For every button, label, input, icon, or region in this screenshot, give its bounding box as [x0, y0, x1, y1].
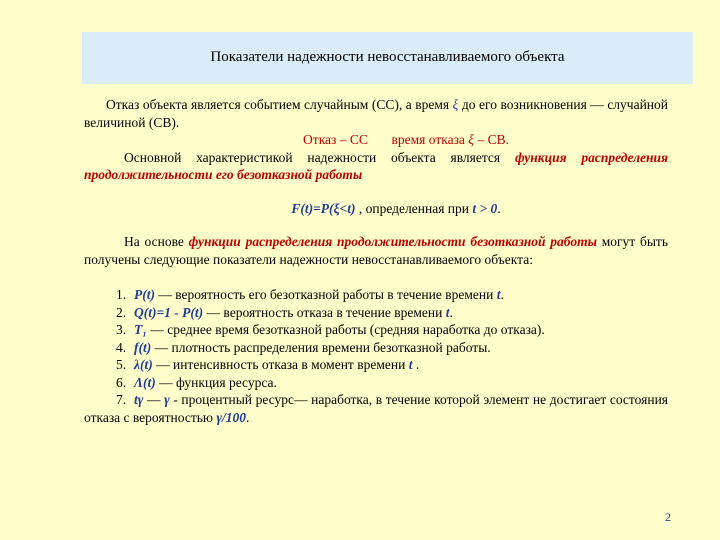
gamma-resource-symbol: tγ [134, 392, 144, 407]
list-number: 2. [116, 304, 127, 320]
list-symbol: λ(t) [134, 357, 153, 372]
list-end: . [412, 357, 420, 372]
list-item-7 [84, 391, 668, 426]
failure-time-label: время отказа [391, 132, 469, 147]
list-end: . [449, 304, 453, 320]
formula-condition: t > 0 [472, 200, 498, 216]
list-text: — вероятность отказа в течение времени [203, 304, 446, 320]
paragraph-cc-cv [144, 131, 668, 149]
list-symbol: T₁ [134, 322, 147, 337]
gamma-symbol: γ [164, 392, 170, 407]
distribution-formula: F(t)=P(ξ<t) [291, 200, 356, 216]
item7-end: . [245, 409, 250, 425]
failure-cc-label: Отказ – СС [303, 132, 368, 147]
title-banner [82, 32, 693, 84]
slide-body [84, 96, 668, 426]
list-item [84, 374, 668, 392]
list-end: . [500, 287, 504, 302]
list-item [84, 304, 668, 322]
p3-text: Основной характеристикой надежности объекта является [124, 149, 515, 165]
cv-label: – СВ. [474, 132, 509, 147]
list-number: 4. [116, 339, 127, 355]
list-number: 5. [116, 357, 127, 372]
item7-text-2: - процентный ресурс— наработка, в течение которой элемент не достигает состояния отказа с вероятностью [84, 392, 668, 425]
indicators-list [84, 286, 668, 426]
slide-title: Показатели надежности невосстанавливаемого объекта [210, 49, 565, 65]
list-symbol: P(t) [134, 287, 155, 302]
distribution-function-highlight-2: функции распределения продолжительности безотказной работы [188, 234, 597, 249]
list-text: — плотность распределения времени безотказной работы. [151, 339, 491, 355]
p4-text-1: На основе [124, 234, 189, 249]
list-symbol: Λ(t) [134, 374, 156, 390]
list-tail: t [496, 287, 501, 302]
list-tail: t [445, 304, 450, 320]
item7-text-1: — [143, 392, 165, 407]
list-item [84, 321, 668, 339]
list-number: 1. [116, 287, 127, 302]
gamma-fraction: γ/100 [216, 409, 246, 425]
list-number: 7. [116, 392, 127, 407]
list-text: — интенсивность отказа в момент времени [152, 357, 409, 372]
list-item [84, 356, 668, 374]
paragraph-main-characteristic [84, 149, 668, 184]
list-item [84, 339, 668, 357]
list-number: 3. [116, 322, 127, 337]
formula-text-2: . [497, 200, 501, 216]
list-symbol: Q(t)=1 - P(t) [134, 304, 204, 320]
formula-line [124, 200, 668, 218]
p4-text-2: могут быть получены следующие показатели надежности невосстанавливаемого объекта: [84, 234, 668, 267]
list-tail: t [408, 357, 413, 372]
formula-text-1: , определенная при [355, 200, 473, 216]
list-text: — вероятность его безотказной работы в течение времени [155, 287, 497, 302]
paragraph-based-on [84, 233, 668, 268]
distribution-function-highlight: функция распределения продолжительности его безотказной работы [84, 149, 669, 182]
xi-symbol-2: ξ [468, 132, 475, 147]
xi-symbol: ξ [452, 97, 459, 112]
list-text: — функция ресурса. [155, 374, 277, 390]
list-item [84, 286, 668, 304]
list-symbol: f(t) [134, 339, 152, 355]
list-number: 6. [116, 374, 127, 390]
p1-text-2: до его возникновения — случайной величиной (СВ). [84, 97, 668, 130]
paragraph-failure-definition [84, 96, 668, 131]
list-text: — среднее время безотказной работы (средняя наработка до отказа). [146, 322, 545, 337]
p1-text-1: Отказ объекта является событием случайным (СС), а время [106, 97, 453, 112]
page-number: 2 [665, 510, 671, 524]
